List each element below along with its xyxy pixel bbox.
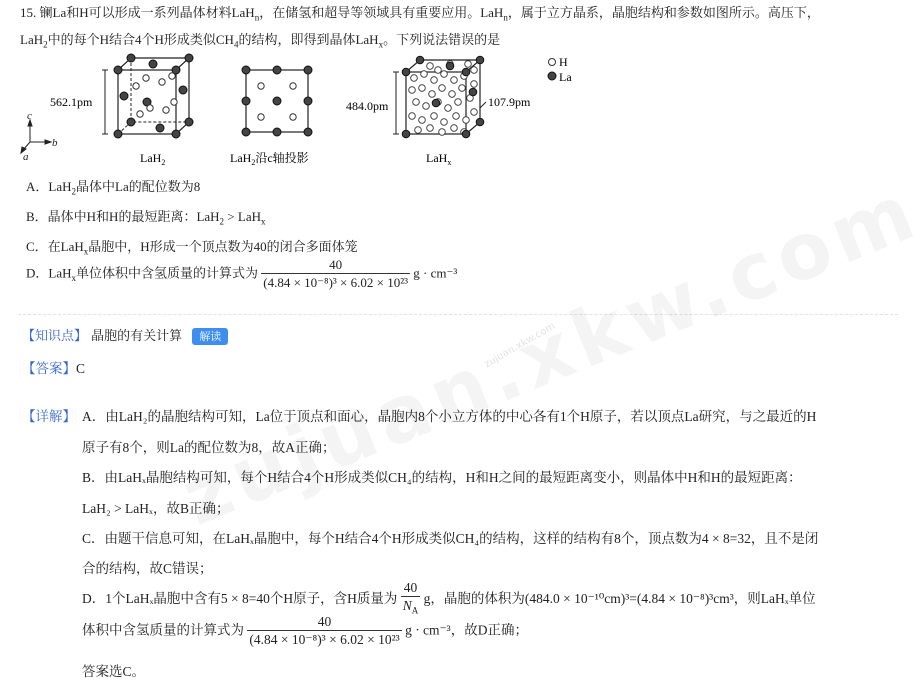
question-text: 镧La和H可以形成一系列晶体材料LaH <box>39 5 255 20</box>
subscript: 4 <box>233 39 239 50</box>
cell1-label: LaH$_2$ <box>140 151 166 167</box>
fraction <box>261 257 410 292</box>
option-a <box>26 176 200 197</box>
fraction <box>247 614 401 649</box>
question-text: ，在储氢和超导等领域具有重要应用。LaH <box>259 5 504 20</box>
denominator: (4.84 × 10⁻⁸)³ × 6.02 × 10²³ <box>263 275 409 290</box>
answer <box>22 357 85 377</box>
subscript: 2 <box>43 39 48 50</box>
detail-b-line1: B．由LaHₓ晶胞结构可知，每个H结合4个H形成类似CH₄的结构，H和H之间的最短距离变小，则晶体中H和H的最短距离： <box>82 470 802 485</box>
question-text: 的结构，即得到晶体LaH <box>238 32 379 47</box>
numerator: 40 <box>261 257 410 274</box>
option-text: D．LaH <box>26 265 72 281</box>
knowledge-point <box>22 325 228 345</box>
explain-button[interactable]: 解读 <box>192 328 228 345</box>
option-c <box>26 236 358 257</box>
detail-text: g · cm⁻³，故D正确； <box>405 622 528 638</box>
detail-label: 【详解】 <box>22 409 76 425</box>
watermark <box>170 166 914 544</box>
lah2-unit-cell <box>50 54 193 167</box>
detail-c-line1: C．由题干信息可知，在LaHₓ晶胞中，每个H结合4个H形成类似CH₄的结构，这样的结构有8个，顶点数为4 × 8=32，且不是闭 <box>82 531 819 546</box>
option-b <box>26 206 265 227</box>
detail-d-line2 <box>82 614 528 649</box>
detail-text: 体积中含氢质量的计算式为 <box>82 622 244 638</box>
subscript: 2 <box>71 186 76 197</box>
detail-text: D．1个LaHₓ晶胞中含有5 × 8=40个H原子，含H质量为 <box>82 590 398 606</box>
option-text: 晶胞中，H形成一个顶点数为40的闭合多面体笼 <box>88 239 358 254</box>
lah2-projection <box>230 66 312 167</box>
svg-text:a: a <box>23 151 29 163</box>
knowledge-label: 【知识点】 <box>22 329 88 344</box>
detail-a-line2: 原子有8个，则La的配位数为8，故A正确； <box>82 440 336 455</box>
question-line-1 <box>20 4 820 27</box>
subscript: 2 <box>219 216 225 227</box>
question-text: 中的每个H结合4个H形成类似CH <box>47 32 234 47</box>
detail-c-line2: 合的结构，故C错误； <box>82 561 213 576</box>
subscript: x <box>83 246 89 257</box>
svg-text:La: La <box>559 70 572 84</box>
denominator-symbol: N <box>402 598 412 613</box>
detail-b-line2: LaH₂ > LaHₓ，故B正确； <box>82 501 230 516</box>
lahx-unit-cell <box>346 56 531 167</box>
question-text: 。下列说法错误的是 <box>383 32 501 47</box>
option-text: 晶体中La的配位数为8 <box>76 179 201 194</box>
detail-final: 答案选C。 <box>82 664 146 679</box>
cell3-label: LaH$_x$ <box>426 151 452 167</box>
crystal-figure <box>18 52 578 170</box>
detail-text: g，晶胞的体积为(484.0 × 10⁻¹⁰cm)³=(4.84 × 10⁻⁸)³cm³，则LaHₓ单位 <box>423 590 816 606</box>
subscript: n <box>254 12 260 23</box>
svg-text:H: H <box>559 55 568 69</box>
numerator: 40 <box>247 614 401 631</box>
subscript: x <box>260 216 266 227</box>
question-text: ，属于立方晶系，晶胞结构和参数如图所示。高压下， <box>507 5 820 20</box>
question-text: LaH <box>20 32 44 47</box>
numerator: 40 <box>401 580 421 597</box>
option-text: B．晶体中H和H的最短距离：LaH <box>26 209 220 224</box>
unit: g · cm⁻³ <box>413 265 458 281</box>
svg-text:c: c <box>27 110 32 122</box>
option-text: 单位体积中含氢质量的计算式为 <box>76 265 259 281</box>
legend <box>548 55 572 84</box>
subscript: x <box>71 273 76 284</box>
cell3-param: 484.0pm <box>346 99 389 113</box>
axis-indicator <box>21 110 58 163</box>
subscript: n <box>503 12 508 23</box>
knowledge-topic: 晶胞的有关计算 <box>91 329 183 344</box>
option-d <box>26 257 457 292</box>
svg-text:b: b <box>52 137 58 149</box>
section-divider <box>18 314 898 315</box>
answer-label: 【答案】 <box>22 361 76 377</box>
option-text: C．在LaH <box>26 239 84 254</box>
denominator: (4.84 × 10⁻⁸)³ × 6.02 × 10²³ <box>249 632 400 647</box>
subscript: x <box>378 39 384 50</box>
option-text: > LaH <box>224 209 261 224</box>
cell3-param2: 107.9pm <box>488 95 531 109</box>
detail-a-line1: A．由LaH₂的晶胞结构可知，La位于顶点和面心，晶胞内8个小立方体的中心各有1个H原子，若以顶点La研究，与之最近的H <box>82 409 817 424</box>
cell1-param: 562.1pm <box>50 95 93 109</box>
option-text: A．LaH <box>26 179 72 194</box>
answer-value: C <box>76 361 86 376</box>
projection-label: LaH$_2$沿c轴投影 <box>230 151 309 167</box>
question-number: 15. <box>20 5 37 20</box>
watermark-small: zujuan.xkw.com <box>482 320 558 371</box>
question-line-2 <box>20 31 500 54</box>
subscript: A <box>411 605 419 616</box>
